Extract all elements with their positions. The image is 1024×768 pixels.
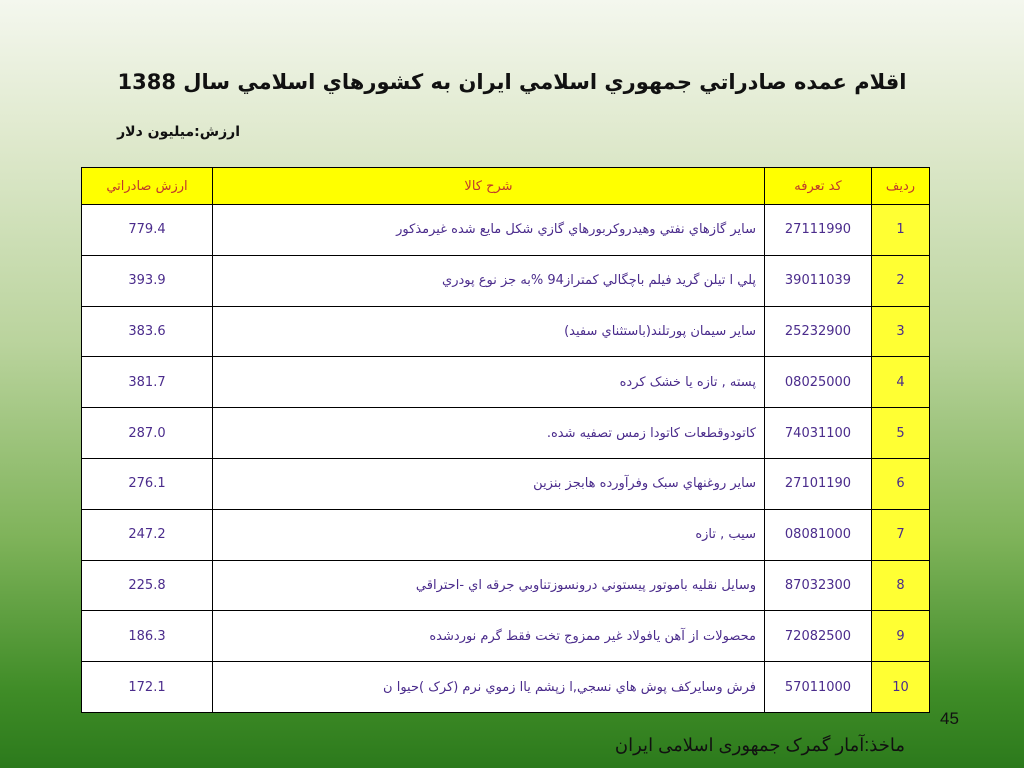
cell-value: 381.7 bbox=[82, 357, 213, 408]
cell-description: پسته , تازه يا خشک كرده bbox=[213, 357, 765, 408]
unit-label: ارزش:ميليون دلار bbox=[117, 124, 240, 140]
cell-code: 87032300 bbox=[765, 560, 872, 611]
cell-description: ساير سيمان پورتلند(باستثناي سفيد) bbox=[213, 306, 765, 357]
cell-code: 25232900 bbox=[765, 306, 872, 357]
cell-radif: 3 bbox=[872, 306, 930, 357]
header-description: شرح كالا bbox=[213, 168, 765, 205]
cell-description: كاتودوقطعات كاتودا زمس تصفيه شده. bbox=[213, 408, 765, 459]
cell-description: ساير گازهاي نفتي وهيدروكربورهاي گازي شكل مايع شده غيرمذكور bbox=[213, 205, 765, 256]
header-value: ارزش صادراتي bbox=[82, 168, 213, 205]
cell-radif: 6 bbox=[872, 458, 930, 509]
table-row bbox=[82, 306, 930, 357]
cell-radif: 10 bbox=[872, 662, 930, 713]
header-code: كد تعرفه bbox=[765, 168, 872, 205]
source-note: ماخذ:آمار گمرک جمهوری اسلامی ایران bbox=[614, 735, 905, 755]
cell-code: 08025000 bbox=[765, 357, 872, 408]
page-number: 45 bbox=[940, 709, 959, 728]
cell-value: 383.6 bbox=[82, 306, 213, 357]
table-row bbox=[82, 560, 930, 611]
cell-radif: 1 bbox=[872, 205, 930, 256]
cell-radif: 2 bbox=[872, 255, 930, 306]
cell-radif: 8 bbox=[872, 560, 930, 611]
slide-title: اقلام عمده صادراتي جمهوري اسلامي ايران به كشورهاي اسلامي سال 1388 bbox=[117, 70, 907, 94]
cell-value: 393.9 bbox=[82, 255, 213, 306]
cell-value: 172.1 bbox=[82, 662, 213, 713]
cell-value: 247.2 bbox=[82, 509, 213, 560]
table-row bbox=[82, 408, 930, 459]
exports-table bbox=[81, 167, 930, 713]
table-row bbox=[82, 205, 930, 256]
cell-value: 186.3 bbox=[82, 611, 213, 662]
cell-code: 74031100 bbox=[765, 408, 872, 459]
cell-code: 27101190 bbox=[765, 458, 872, 509]
cell-description: ساير روغنهاي سبک وفرآورده هابجز بنزين bbox=[213, 458, 765, 509]
cell-value: 287.0 bbox=[82, 408, 213, 459]
cell-radif: 4 bbox=[872, 357, 930, 408]
table-row bbox=[82, 458, 930, 509]
cell-code: 39011039 bbox=[765, 255, 872, 306]
cell-code: 57011000 bbox=[765, 662, 872, 713]
cell-value: 779.4 bbox=[82, 205, 213, 256]
table-row bbox=[82, 662, 930, 713]
cell-radif: 5 bbox=[872, 408, 930, 459]
cell-radif: 7 bbox=[872, 509, 930, 560]
table-row bbox=[82, 611, 930, 662]
cell-code: 72082500 bbox=[765, 611, 872, 662]
cell-description: وسايل نقليه باموتور پيستوني درونسوزتناوبي جرقه اي -احتراقي bbox=[213, 560, 765, 611]
table-row bbox=[82, 357, 930, 408]
cell-description: محصولات از آهن يافولاد غير ممزوج تخت فقط گرم نوردشده bbox=[213, 611, 765, 662]
cell-description: فرش وسايركف پوش هاي نسجي,ا زپشم ياا زموي نرم (كرک )حيوا ن bbox=[213, 662, 765, 713]
cell-radif: 9 bbox=[872, 611, 930, 662]
table-row bbox=[82, 509, 930, 560]
cell-description: پلي ا تيلن گريد فيلم باچگالي كمتراز94 %به جز نوع پودري bbox=[213, 255, 765, 306]
cell-value: 225.8 bbox=[82, 560, 213, 611]
table-row bbox=[82, 255, 930, 306]
header-radif: رديف bbox=[872, 168, 930, 205]
cell-code: 27111990 bbox=[765, 205, 872, 256]
cell-description: سيب , تازه bbox=[213, 509, 765, 560]
table-header-row bbox=[82, 168, 930, 205]
cell-value: 276.1 bbox=[82, 458, 213, 509]
cell-code: 08081000 bbox=[765, 509, 872, 560]
